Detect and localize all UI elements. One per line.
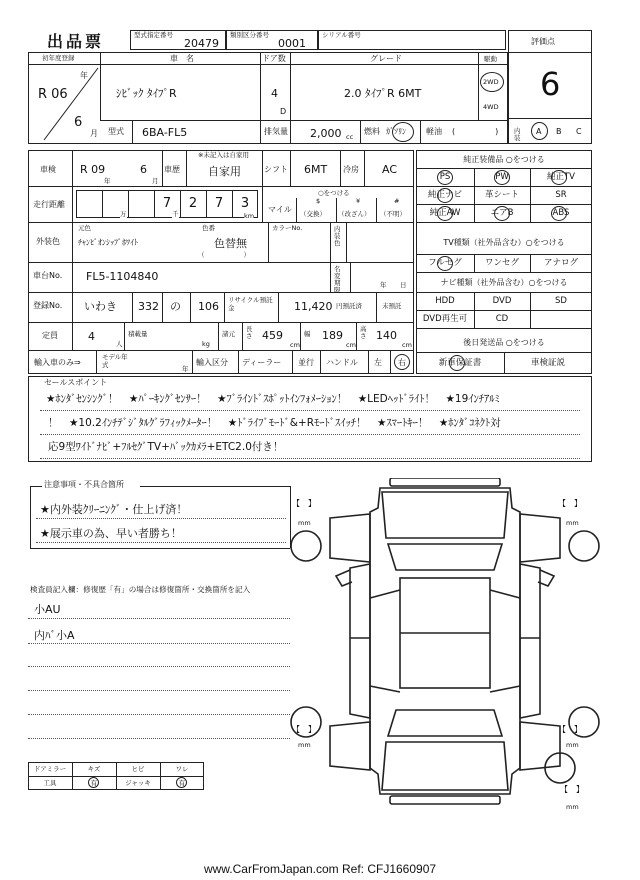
cm-unit: cm (290, 341, 300, 349)
len-value: 459 (262, 329, 283, 342)
navi-dvd-play: DVD再生可 (422, 314, 468, 324)
fuel-label: 燃料 (364, 127, 380, 136)
tamper-label: （改ざん） (338, 210, 371, 218)
color-code-label: カラーNo. (272, 224, 303, 232)
inspector-line: 内ﾊﾞ小A (34, 629, 75, 642)
equip-tv-circle (551, 170, 567, 185)
navi-title: ナビ種類（社外品含む）○をつける (440, 278, 568, 287)
doors-label: ドア数 (262, 54, 286, 63)
tire-bracket: 【 】 (558, 725, 582, 734)
len-label: 長さ (246, 325, 253, 340)
interior-color-label: 内装色 (334, 225, 341, 248)
light-oil-value: ( ) (452, 127, 499, 136)
inspection-month: 6 (140, 163, 147, 176)
grade-label: グレード (370, 54, 402, 63)
hgt-value: 140 (376, 329, 397, 342)
first-reg-slash (40, 66, 100, 142)
history-label: 車歴 (164, 165, 180, 174)
tire-mm: mm (566, 519, 579, 527)
reg-label: 登録No. (33, 301, 63, 310)
reg-kana: の (170, 300, 181, 313)
ac-label: 冷房 (343, 165, 359, 174)
month-suffix: 月 (90, 129, 98, 138)
tv-circle (437, 256, 453, 271)
inspection-year: R 09 (80, 163, 106, 176)
capacity-value: 4 (88, 330, 95, 343)
doors-value: 4 (271, 87, 278, 100)
color-label: 外装色 (36, 237, 60, 246)
reg-class: 332 (138, 300, 159, 313)
wid-value: 189 (322, 329, 343, 342)
tv-title: TV種類（社外品含む）○をつける (443, 238, 565, 247)
import-year-unit: 年 (182, 365, 189, 373)
chassis-value: FL5-1104840 (86, 270, 159, 283)
car-name-value: ｼﾋﾞｯｸ ﾀｲﾌﾟR (116, 87, 177, 100)
score-label: 評価点 (531, 37, 555, 46)
capacity-label: 定員 (42, 331, 58, 340)
tire-bracket: 【 】 (292, 499, 316, 508)
notes-line: ★展示車の為、早い者勝ち！ (40, 527, 182, 540)
tire-mm: mm (298, 741, 311, 749)
sales-line: 応9型ﾜｲﾄﾞﾅﾋﾞ+ﾌﾙｾｸﾞTV+ﾊﾞｯｸｶﾒﾗ+ETC2.0付き！ (48, 441, 284, 453)
mileage-digit: 3 (240, 196, 250, 211)
notes-line: ★内外装ｸﾘｰﾆﾝｸﾞ・仕上げ済！ (40, 503, 188, 516)
equip-airbag: エアB (490, 208, 514, 218)
interior-grade-a: A (536, 127, 542, 136)
mileage-digit: 2 (188, 196, 198, 211)
later-inspection: 車検証説 (530, 358, 565, 368)
grade-value: 2.0 ﾀｲﾌﾟR 6MT (344, 87, 422, 100)
later-circle (449, 355, 465, 371)
name-change-day: 日 (400, 281, 407, 289)
tire-bracket: 【 】 (292, 725, 316, 734)
recycle-unit: 円預託済 (336, 302, 362, 310)
navi-cd: CD (495, 314, 509, 324)
interior-circle (531, 122, 548, 140)
color-no-label: 色番 (202, 224, 215, 232)
ac-value: AC (382, 163, 398, 176)
chassis-label: 車台No. (33, 271, 63, 280)
footer-ref: www.CarFromJapan.com Ref: CFJ1660907 (203, 862, 437, 876)
shift-value: 6MT (304, 163, 328, 176)
name-change-label: 名変期限 (334, 265, 341, 295)
first-reg-label: 初年度登録 (42, 54, 75, 62)
legend-item: ドアミラー (33, 765, 67, 773)
handle-label: ハンドル (326, 358, 358, 367)
handle-left: 左 (374, 358, 382, 367)
equip-sr: SR (555, 190, 567, 200)
mileage-digit: 7 (214, 196, 224, 211)
mile-label: マイル (268, 205, 292, 214)
navi-hdd: HDD (435, 296, 455, 306)
shift-label: シフト (264, 165, 288, 174)
tv-analog: アナログ (543, 258, 578, 268)
equip-tv: 純正TV (546, 172, 575, 182)
tire-bracket: 【 】 (560, 785, 584, 794)
mark-yen: ¥ (356, 197, 361, 205)
drive-circle (480, 72, 504, 92)
name-change-year: 年 (380, 281, 387, 289)
orig-color-label: 元色 (78, 224, 91, 232)
door-d: D (280, 107, 287, 116)
tire-mm: mm (566, 741, 579, 749)
equip-airbag-circle (494, 206, 510, 221)
wid-label: 幅 (304, 330, 311, 338)
check-label: ○をつける (318, 189, 350, 197)
parallel-label: 並行 (298, 358, 314, 367)
model-label: 型式 (108, 127, 124, 136)
class-value: 0001 (278, 37, 306, 50)
type-cert-label: 型式指定番号 (134, 31, 173, 39)
history-value: 自家用 (208, 165, 241, 178)
equip-title: 純正装備品 ○をつける (463, 155, 545, 164)
history-note: ※未記入は自家用 (198, 151, 249, 159)
interior-grade-b: B (556, 127, 562, 136)
exchange-label: （交換） (300, 210, 326, 218)
legend-circle (176, 777, 187, 788)
recycle-label: リサイクル預託金 (228, 296, 273, 312)
man-unit: 万 (120, 210, 127, 218)
equip-navi-circle (437, 188, 453, 203)
displacement-label: 排気量 (264, 127, 288, 136)
first-reg-year: R 06 (38, 87, 68, 102)
cm-unit: cm (402, 341, 412, 349)
sales-label: セールスポイント (44, 378, 108, 387)
inspector-label: 検査員記入欄：修復歴「有」の場合は修復箇所・交換箇所を記入 (30, 585, 251, 594)
serial-label: シリアル番号 (322, 31, 361, 39)
equip-ps-circle (437, 170, 453, 185)
equip-pw: PW (495, 172, 509, 182)
inspection-month-unit: 月 (152, 177, 159, 185)
unknown-label: （不明） (380, 210, 406, 218)
car-name-label: 車 名 (170, 54, 194, 63)
drive-4wd: 4WD (483, 103, 499, 111)
reg-num: 106 (198, 300, 219, 313)
handle-right: 右 (398, 358, 406, 367)
legend-item: 有 (178, 779, 186, 787)
color-paren: （ ） (198, 251, 250, 259)
sen-unit: 千 (172, 210, 179, 218)
notes-label: 注意事項・不具合箇所 (44, 480, 124, 489)
car-diagram (290, 478, 600, 808)
type-cert-value: 20479 (184, 37, 219, 50)
legend-item: ジャッキ (125, 779, 151, 787)
mileage-digit: 7 (162, 196, 172, 211)
equip-leather: 革シート (484, 190, 519, 200)
sales-line: ★ﾎﾝﾀﾞｾﾝｼﾝｸﾞ！ ★ﾊﾟｰｷﾝｸﾞｾﾝｻｰ！ ★ﾌﾞﾗｲﾝﾄﾞｽﾎﾟｯﾄｲﾝﾌｫﾒｰｼｮﾝ！ ★LEDﾍｯﾄﾞﾗｲﾄ！ ★19ｲﾝﾁｱﾙﾐ (46, 393, 500, 405)
dims-label: 諸元 (222, 330, 235, 338)
equip-aw: 純正AW (429, 208, 461, 218)
reg-area: いわき (84, 300, 117, 313)
page-title: 出品票 (47, 32, 105, 51)
legend-item: 工具 (43, 779, 57, 787)
displacement-value: 2,000 (310, 127, 342, 140)
sales-line: ！ ★10.2ｲﾝﾁﾃﾞｼﾞﾀﾙｸﾞﾗﾌｨｯｸﾒｰﾀｰ！ ★ﾄﾞﾗｲﾌﾞﾓｰﾄﾞ&+Rﾓｰﾄﾞｽｲｯﾁ！ ★ｽﾏｰﾄｷｰ！ ★ﾎﾝﾀﾞｺﾈｸﾄ対 (48, 417, 501, 429)
model-year-label: モデル年式 (102, 353, 128, 369)
equip-ps: PS (439, 172, 451, 182)
score-value: 6 (540, 65, 561, 103)
inspection-year-unit: 年 (104, 177, 111, 185)
color-change: 色替無 (214, 237, 247, 250)
drive-2wd: 2WD (483, 78, 499, 86)
first-reg-month: 6 (74, 115, 83, 130)
legend-item: ワレ (175, 765, 189, 773)
load-unit: kg (202, 340, 210, 348)
inspector-line: 小AU (34, 603, 61, 616)
tv-fullseg: フルセグ (428, 258, 462, 268)
navi-sd: SD (555, 296, 567, 306)
fuel-value: ｶﾞｿﾘﾝ (386, 127, 406, 136)
drive-label: 駆動 (484, 55, 497, 63)
fuel-circle (392, 122, 414, 142)
handle-circle (394, 354, 410, 370)
tire-mm: mm (566, 803, 579, 811)
tv-oneseg: ワンセグ (484, 258, 519, 268)
interior-grade-c: C (576, 127, 582, 136)
tire-bracket: 【 】 (558, 499, 582, 508)
cm-unit: cm (346, 341, 356, 349)
hgt-label: 高さ (360, 325, 367, 340)
cc-unit: cc (346, 133, 354, 141)
recycle-value: 11,420 (294, 300, 333, 313)
equip-abs-circle (551, 206, 567, 221)
legend-item: 有 (90, 779, 98, 787)
legend-circle (88, 777, 99, 788)
later-title: 後日発送品 ○をつける (463, 338, 545, 347)
color-value: ﾁｬﾝﾋﾟｵﾝｼｯﾌﾟﾎﾜｲﾄ (78, 238, 138, 247)
mileage-label: 走行距離 (33, 200, 65, 209)
equip-aw-circle (437, 206, 453, 221)
model-value: 6BA-FL5 (142, 126, 188, 139)
inspection-label: 車検 (40, 165, 56, 174)
equip-abs: ABS (552, 208, 570, 218)
load-label: 積載量 (128, 330, 148, 338)
later-warranty: 新車保証書 (438, 358, 482, 368)
legend-item: キズ (87, 765, 101, 773)
light-oil-label: 軽油 (426, 127, 442, 136)
dealer-label: ディーラー (242, 358, 282, 367)
mark-dollar: $ (316, 197, 321, 205)
navi-dvd: DVD (492, 296, 512, 306)
recycle-none: 未預託 (382, 302, 402, 310)
equip-pw-circle (494, 170, 510, 185)
capacity-unit: 人 (116, 340, 123, 348)
equip-navi: 純正ナビ (427, 190, 462, 200)
interior-label: 内装 (514, 127, 521, 142)
class-label: 類別区分番号 (230, 31, 269, 39)
km-unit: km (244, 212, 255, 220)
tire-mm: mm (298, 519, 311, 527)
mark-hash: # (394, 197, 400, 205)
import-label: 輸入車のみ⇒ (34, 358, 81, 367)
legend-item: ヒビ (131, 765, 145, 773)
year-suffix: 年 (80, 71, 88, 80)
import-class-label: 輸入区分 (196, 358, 228, 367)
